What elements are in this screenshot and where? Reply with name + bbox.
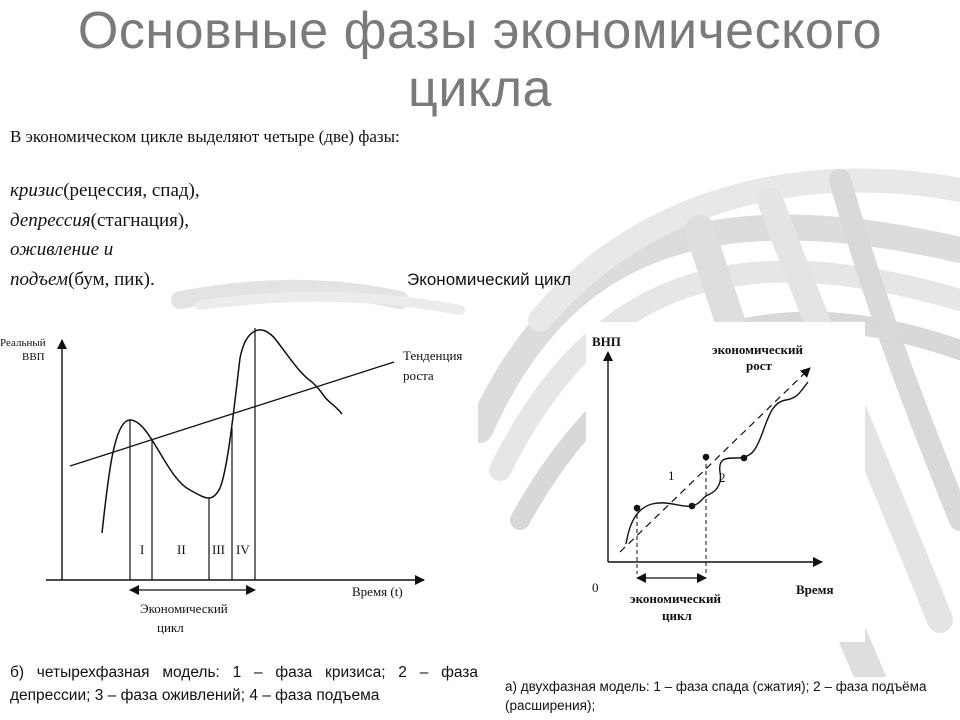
cycle-span-label-1: экономический [630, 591, 722, 606]
turning-point [741, 455, 748, 462]
cycle-curve [102, 330, 342, 533]
turning-point [689, 503, 696, 510]
growth-label-2: рост [746, 358, 772, 373]
y-axis-label: ВНП [592, 334, 621, 349]
y-axis-label-2: ВВП [22, 351, 45, 363]
cycle-curve [626, 382, 808, 544]
phase-label-2: II [177, 542, 186, 557]
trend-label-2: роста [403, 368, 434, 383]
intro-text: В экономическом цикле выделяют четыре (две) фазы: [10, 127, 400, 146]
caption-two-phase: а) двухфазная модель: 1 – фаза спада (сжатия); 2 – фаза подъёма (расширения); [505, 677, 950, 715]
trend-label-1: Тенденция [403, 348, 463, 363]
y-axis-label-1: Реальный [0, 337, 46, 349]
phase-label-2: 2 [719, 470, 726, 485]
phase-item-crisis: кризис(рецессия, спад), [10, 180, 200, 201]
phase-label-1: 1 [668, 468, 675, 483]
phase-item-boom: подъем(бум, пик). [10, 268, 155, 290]
caption-four-phase: б) четырехфазная модель: 1 – фаза кризиса; 2 – фаза депрессии; 3 – фаза оживлений; 4 – фаза подъема [10, 661, 478, 720]
four-phase-diagram [0, 318, 478, 650]
phase-item-depression: депрессия(стагнация), [10, 209, 189, 231]
growth-trend-dashed [620, 368, 810, 552]
phase-list [10, 176, 200, 294]
phase-label-3: III [212, 542, 225, 557]
growth-label-1: экономический [712, 342, 804, 357]
x-axis-label: Время (t) [352, 584, 403, 599]
phase-label-4: IV [236, 542, 250, 557]
cycle-span-label-2: цикл [662, 608, 692, 623]
origin-label: 0 [592, 580, 599, 595]
phase-item-revival: оживление и [10, 239, 114, 260]
cycle-span-label-2: цикл [157, 620, 184, 635]
phase-label-1: I [140, 542, 145, 557]
cycle-span-label-1: Экономический [140, 601, 228, 616]
cycle-caption: Экономический цикл [407, 270, 572, 289]
x-axis-label: Время [796, 582, 834, 597]
page-title: Основные фазы экономического цикла [77, 2, 883, 118]
two-phase-diagram [586, 322, 865, 642]
